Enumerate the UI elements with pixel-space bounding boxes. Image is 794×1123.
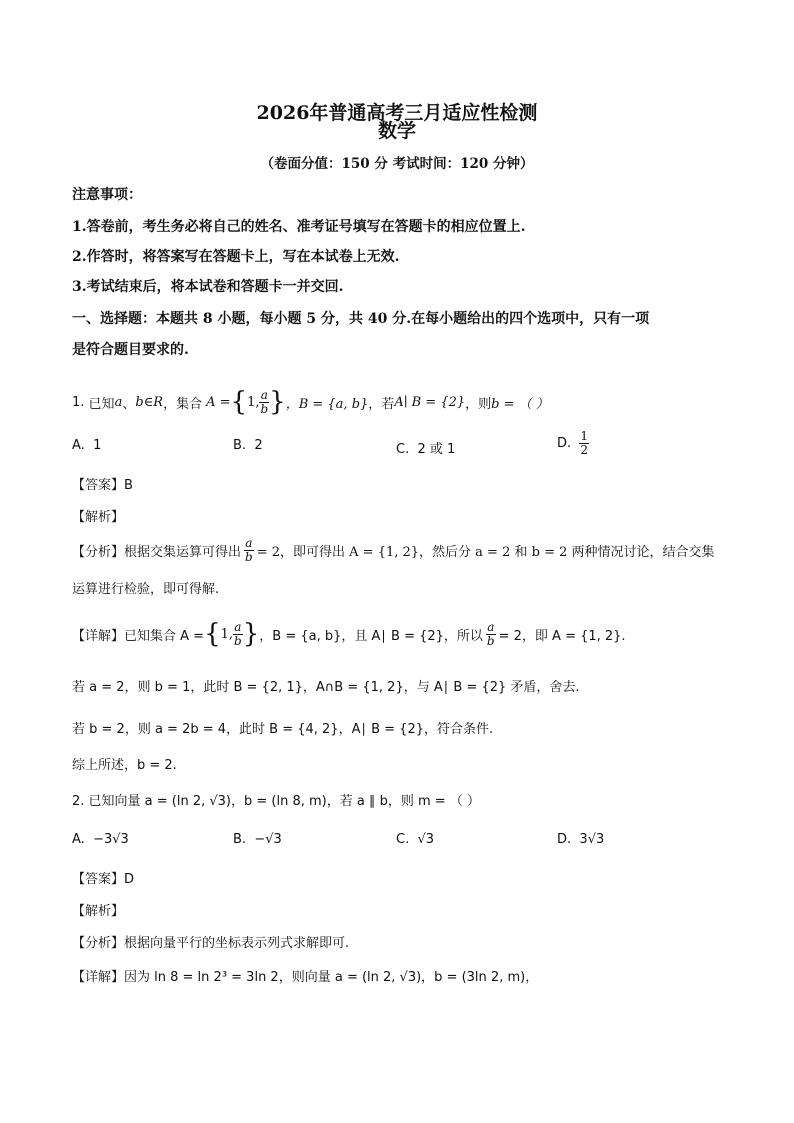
q1-var-a: a	[114, 394, 123, 410]
q2-stem: 2. 已知向量 a = (ln 2, √3)，b = (ln 8, m)，若 a ∥ b，则 m = （ ）	[72, 794, 480, 809]
frac-denominator: b	[260, 401, 269, 416]
notice-item-1: 1.答卷前，考生务必将自己的姓名、准考证号填写在答题卡的相应位置上.	[72, 219, 526, 235]
notice-heading: 注意事项：	[72, 187, 142, 203]
q1-option-b: B. 2	[233, 438, 263, 453]
q1-text-if: ，若	[368, 396, 395, 412]
q1-fraction-a-over-b	[259, 389, 269, 416]
q1-fenxi-line1: 【分析】 根据交集运算可得出 $\frac{a}{b}$ = 2，即可得出 A = {1, 2}，然后分 a = 2 和 b = 2 两种情况讨论，结合交集	[72, 535, 715, 564]
q1-text-set: ，集合	[163, 396, 203, 412]
q2-fenxi: 【分析】根据向量平行的坐标表示列式求解即可.	[72, 936, 350, 951]
q2-option-a: A. −3√3	[72, 832, 129, 847]
subject-title: 数学	[377, 120, 416, 142]
q1-option-a: A. 1	[72, 438, 102, 453]
exam-title: 2026年普通高考三月适应性检测	[256, 102, 538, 124]
q1-fenxi-line2: 运算进行检验，即可得解.	[72, 582, 220, 597]
q1-answer: 【答案】B	[72, 478, 133, 493]
q1-number: 1.	[72, 394, 85, 410]
exam-meta: （卷面分值：150 分 考试时间：120 分钟）	[260, 156, 534, 172]
q1-ask: b = （ ）	[491, 396, 549, 412]
notice-item-2: 2.作答时，将答案写在答题卡上，写在本试卷上无效.	[72, 249, 400, 265]
q1-condition: A∣ B = {2}	[394, 394, 466, 410]
q1-detail-line: 【详解】 已知集合 A = { 1, $\frac{a}{b}$ } ，B = {a, b}，且 A∣ B = {2}，所以 $\frac{a}{b}$ = 2，即 A = {1, 2}.	[72, 619, 626, 649]
notice-item-3: 3.考试结束后，将本试卷和答题卡一并交回.	[72, 279, 344, 295]
q2-option-c: C. √3	[396, 832, 435, 847]
q1-text-known: 已知	[88, 396, 115, 412]
q2-answer: 【答案】D	[72, 872, 135, 887]
q1-option-d: D. $\frac{1}{2}$	[557, 429, 589, 457]
section-heading-line2: 是符合题目要求的.	[72, 342, 189, 358]
q1-brace-right: }	[269, 387, 286, 417]
q1-b-in-R: b∈R	[135, 394, 164, 410]
frac-numerator: a	[260, 387, 268, 402]
section-heading-line1: 一、选择题：本题共 8 小题，每小题 5 分，共 40 分.在每小题给出的四个选项中，只有一项	[72, 311, 650, 327]
q1-option-c: C. 2 或 1	[396, 442, 456, 457]
q1-case-2: 若 b = 2，则 a = 2b = 4，此时 B = {4, 2}，A∣ B = {2}，符合条件.	[72, 722, 494, 737]
q1-brace-left: {	[230, 387, 248, 417]
q1-setA-lhs: A =	[206, 394, 231, 410]
q2-detail: 【详解】因为 ln 8 = ln 2³ = 3ln 2，则向量 a = (ln 2, √3)，b = (3ln 2, m)，	[72, 970, 539, 985]
q1-text-then: ，则	[465, 396, 492, 412]
q1-analysis-label: 【解析】	[72, 510, 125, 525]
q2-option-d: D. 3√3	[557, 832, 605, 847]
q1-setA-one: 1,	[247, 394, 260, 410]
q1-conclusion: 综上所述，b = 2.	[72, 758, 177, 773]
q2-option-b: B. −√3	[233, 832, 282, 847]
q1-case-1: 若 a = 2，则 b = 1，此时 B = {2, 1}，A∩B = {1, 2}，与 A∣ B = {2} 矛盾，舍去.	[72, 680, 580, 695]
q1-setB: ，B = {a, b}	[285, 396, 369, 412]
q1-stem	[72, 380, 549, 424]
q2-analysis-label: 【解析】	[72, 904, 125, 919]
q1-sep: 、	[122, 396, 136, 412]
